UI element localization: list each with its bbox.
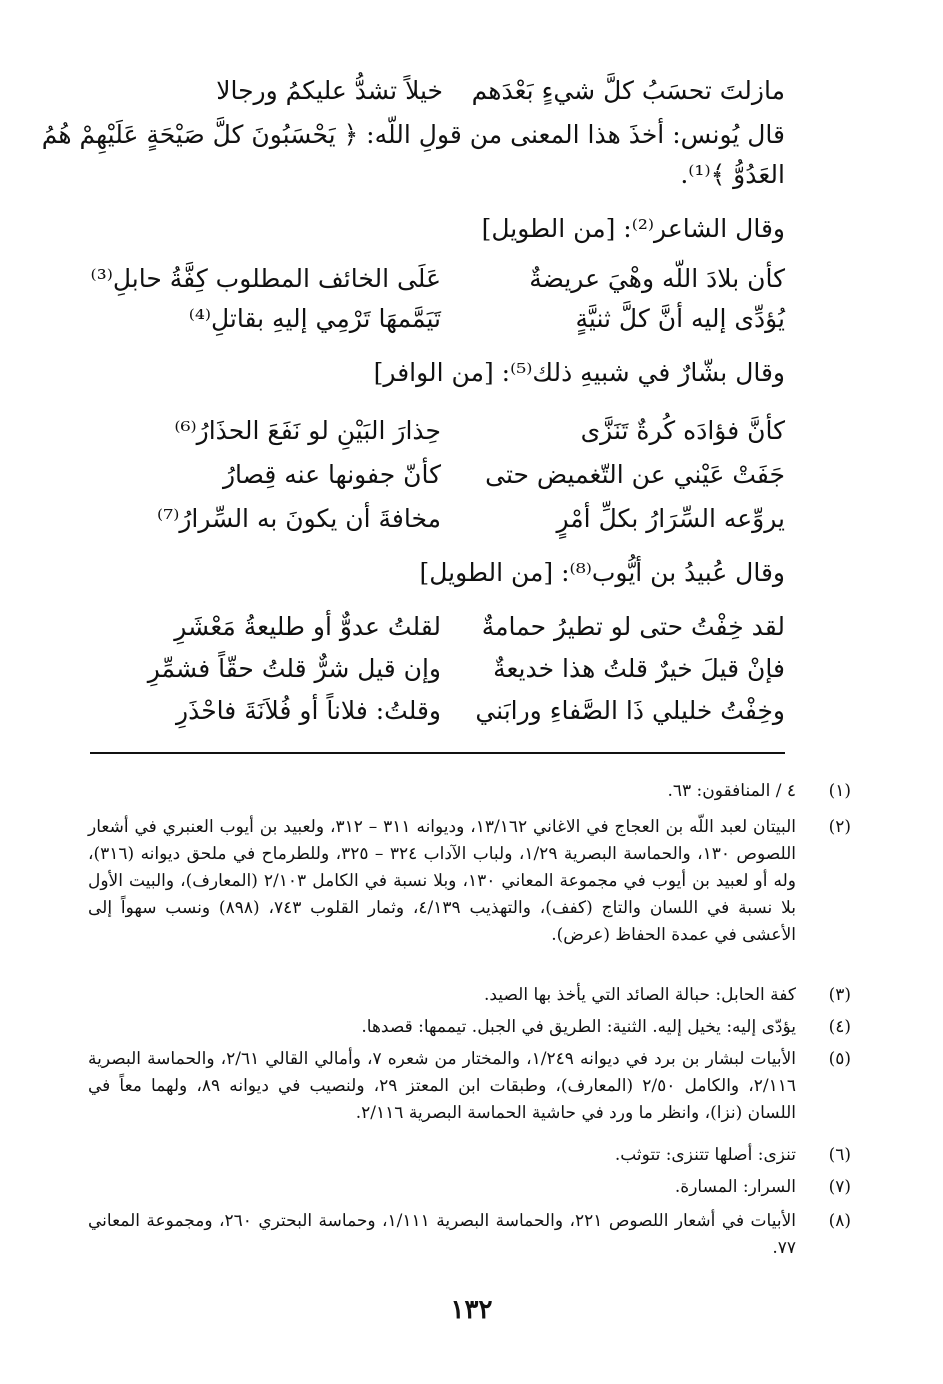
footnote-number: (٦) xyxy=(828,1145,851,1165)
verse-9-first-hemistich: وخِفْتُ خليلي ذَا الصَّفاءِ ورابَني xyxy=(475,696,785,725)
footnote-text: الأبيات في أشعار اللصوص ٢٢١، والحماسة البصرية ١/١١١، وحماسة البحتري ٢٦٠، ومجموعة المعاني ٧٧. xyxy=(88,1211,796,1258)
footnote-8 xyxy=(88,1208,851,1262)
footnote-2 xyxy=(88,814,851,949)
verse-5-first-hemistich: جَفَتْ عَيْني عن التّغميض حتى xyxy=(485,460,785,489)
footnote-number: (١) xyxy=(828,781,851,801)
poem-intro-shair: وقال الشاعر⁽²⁾: [من الطويل] xyxy=(481,214,785,243)
footnote-text: تنزى: أصلها تتنزى: تتوثب. xyxy=(614,1145,796,1165)
footnote-number: (٣) xyxy=(828,985,851,1005)
footnote-text: ٤ / المنافقون: ٦٣. xyxy=(667,781,796,801)
footnote-text: البيتان لعبد اللّه بن العجاج في الاغاني ١٣/١٦٢، وديوانه ٣١١ – ٣١٢، ولعبيد بن أيوب العنبري في أشعار اللصوص ١٣٠، والحماسة البصرية ١/٢٩، ولباب الآداب ٣٢٤ – ٣٢٥، وللطرماح في ملحق ديوانه (٣١٦)، وله أو لعبيد بن أيوب في مجموعة المعاني ١٣٠، وبلا نسبة في الكامل ٢/١٠٣ (المعارف)، والبيت الأول بلا نسبة في اللسان والتاج (كفف)، والتهذيب ٤/١٣٩، وثمار القلوب ٧٤٣، (٨٩٨) ونسب سهواً إلى الأعشى في عمدة الحفاظ (عرض). xyxy=(88,817,797,945)
footnote-text: كفة الحابل: حبالة الصائد التي يأخذ بها الصيد. xyxy=(483,985,796,1005)
footnote-number: (٢) xyxy=(828,817,851,837)
footnote-text: يؤدّى إليه: يخيل إليه. الثنية: الطريق في الجبل. تيممها: قصدها. xyxy=(361,1017,796,1037)
verse-8-first-hemistich: فإنْ قيلَ خيرٌ قلتُ هذا خديعةٌ xyxy=(493,654,785,683)
footnote-number: (٧) xyxy=(828,1177,851,1197)
verse-2-second-hemistich: عَلَى الخائف المطلوب كِفَّةُ حابلِ⁽³⁾ xyxy=(90,264,441,293)
verse-3-first-hemistich: يُؤدِّى إليه أنَّ كلَّ ثنيَّةٍ xyxy=(575,304,785,333)
prose-yunus-line-1: قال يُونس: أخذَ هذا المعنى من قولِ اللّه: ﴿ يَحْسَبُونَ كلَّ صَيْحَةٍ عَلَيْهِمْ هُمُ xyxy=(41,120,785,149)
verse-8-second-hemistich: وإن قيل شرٌّ قلتُ حقّاً فشمِّرِ xyxy=(147,654,441,683)
footnote-separator xyxy=(90,752,785,754)
verse-7-second-hemistich: لقلتُ عدوٌّ أو طليعةُ مَعْشَرِ xyxy=(174,612,441,641)
footnote-3 xyxy=(88,982,851,1009)
verse-2-first-hemistich: كأن بلادَ اللّه وهْيَ عريضةٌ xyxy=(529,264,785,293)
footnote-number: (٤) xyxy=(828,1017,851,1037)
footnote-text: السرار: المسارة. xyxy=(674,1177,796,1197)
footnote-4 xyxy=(88,1014,851,1041)
footnote-5 xyxy=(88,1046,851,1127)
poem-intro-bashshar: وقال بشّارٌ في شبيهِ ذلك⁽⁵⁾: [من الوافر] xyxy=(373,358,785,387)
verse-3-second-hemistich: تَيَمَّمهَا تَرْمِي إليهِ بقاتلِ⁽⁴⁾ xyxy=(188,304,441,333)
verse-4-second-hemistich: حِذارَ البَيْنِ لو نَفَعَ الحذَارُ⁽⁶⁾ xyxy=(174,416,441,445)
verse-7-first-hemistich: لقد خِفْتُ حتى لو تطيرُ حمامةٌ xyxy=(481,612,785,641)
verse-6-second-hemistich: مخافةَ أن يكونَ به السِّرارُ⁽⁷⁾ xyxy=(157,504,441,533)
footnote-7 xyxy=(88,1174,851,1201)
footnote-number: (٨) xyxy=(828,1211,851,1231)
poem-intro-ubayd: وقال عُبيدُ بن أيُّوب⁽⁸⁾: [من الطويل] xyxy=(419,558,785,587)
footnote-6 xyxy=(88,1142,851,1169)
verse-5-second-hemistich: كأنّ جفونها عنه قِصارُ xyxy=(222,460,441,489)
verse-4-first-hemistich: كأنَّ فؤادَه كُرةٌ تَنَزَّى xyxy=(580,416,785,445)
footnote-1 xyxy=(88,778,851,805)
page-number: ١٣٢ xyxy=(450,1295,493,1325)
footnote-number: (٥) xyxy=(828,1049,851,1069)
prose-yunus-line-2: العَدُوُّ ﴾⁽¹⁾. xyxy=(680,160,785,189)
footnote-text: الأبيات لبشار بن برد في ديوانه ١/٢٤٩، والمختار من شعره ٧، وأمالي القالي ٢/٦١، والحماسة البصرية ٢/١١٦، والكامل ٢/٥٠ (المعارف)، وطبقات ابن المعتز ٢٩، ولنصيب في ديوانه ٨٩، ولهما معاً في اللسان (نزا)، وانظر ما ورد في حاشية الحماسة البصرية ٢/١١٦. xyxy=(88,1049,797,1123)
verse-1-first-hemistich: مازلتَ تحسَبُ كلَّ شيءٍ بَعْدَهم xyxy=(471,76,785,105)
verse-1-second-hemistich: خيلاً تشدُّ عليكمُ ورجالا xyxy=(216,76,443,105)
verse-6-first-hemistich: يروِّعه السِّرَارُ بكلِّ أمْرٍ xyxy=(556,504,785,533)
verse-9-second-hemistich: وقلتُ: فلاناً أو فُلاَنَةَ فاحْذَرِ xyxy=(176,696,441,725)
